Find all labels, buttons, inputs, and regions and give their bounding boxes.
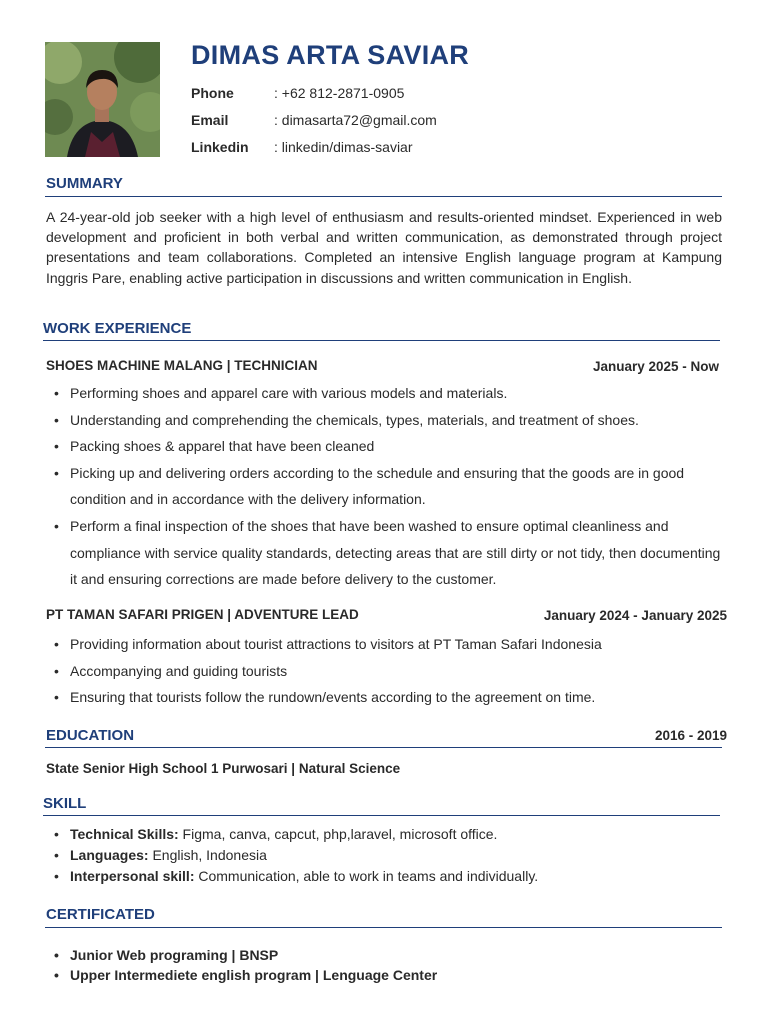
candidate-name: DIMAS ARTA SAVIAR (191, 40, 470, 70)
list-item: • Understanding and comprehending the chemicals, types, materials, and treatment of shoes. (46, 407, 722, 434)
list-item: • Picking up and delivering orders according to the schedule and ensuring that the goods are in good condition and in accordance with the delivery information. (46, 460, 722, 513)
phone-value: : +62 812-2871-0905 (274, 85, 405, 101)
skill-value: English, Indonesia (148, 847, 267, 863)
education-heading: EDUCATION (46, 727, 135, 744)
linkedin-label: Linkedin (191, 139, 249, 155)
skill-value: Communication, able to work in teams and individually. (194, 868, 539, 884)
job-duties-list (46, 380, 722, 593)
list-item: • Accompanying and guiding tourists (46, 658, 722, 685)
skill-value: Figma, canva, capcut, php,laravel, microsoft office. (178, 826, 498, 842)
education-divider (45, 747, 722, 748)
work-experience-heading: WORK EXPERIENCE (43, 320, 192, 337)
email-value: : dimasarta72@gmail.com (274, 112, 437, 128)
list-item: • Packing shoes & apparel that have been cleaned (46, 433, 722, 460)
job-duties-list (46, 631, 722, 711)
certificate-list (46, 945, 722, 985)
list-item: • Perform a final inspection of the shoes that have been washed to ensure optimal cleanliness and compliance with service quality standards, detecting areas that are still dirty or not tidy, then documenting it and ensuring corrections are made before delivery to the customer. (46, 513, 722, 593)
phone-label: Phone (191, 85, 234, 101)
skill-heading: SKILL (43, 795, 87, 812)
summary-heading: SUMMARY (46, 175, 123, 192)
skill-label: Technical Skills: (70, 826, 179, 842)
education-school: State Senior High School 1 Purwosari | Natural Science (46, 761, 401, 776)
list-item: • Performing shoes and apparel care with various models and materials. (46, 380, 722, 407)
linkedin-value: : linkedin/dimas-saviar (274, 139, 413, 155)
skill-label: Interpersonal skill: (70, 868, 195, 884)
job-date: January 2024 - January 2025 (543, 608, 727, 623)
list-item (46, 845, 722, 866)
list-item (46, 824, 722, 845)
list-item: • Junior Web programing | BNSP (46, 945, 722, 965)
job-title: PT TAMAN SAFARI PRIGEN | ADVENTURE LEAD (46, 607, 359, 622)
summary-text: A 24-year-old job seeker with a high level of enthusiasm and results-oriented mindset. Experienced in web development and proficient in both verbal and written communication, as demonstrated through project presentations and team collaborations. Completed an intensive English language program at Kampung Inggris Pare, enabling active participation in discussions and written communication in English. (46, 209, 722, 286)
list-item (46, 866, 722, 887)
certificated-divider (45, 927, 722, 928)
education-date: 2016 - 2019 (654, 728, 727, 743)
job-date: January 2025 - Now (592, 359, 719, 374)
list-item: • Ensuring that tourists follow the rundown/events according to the agreement on time. (46, 684, 722, 711)
work-divider (43, 340, 720, 341)
certificated-heading: CERTIFICATED (46, 906, 155, 923)
list-item: • Providing information about tourist attractions to visitors at PT Taman Safari Indonesia (46, 631, 722, 658)
skill-divider (43, 815, 720, 816)
skill-label: Languages: (70, 847, 149, 863)
list-item: • Upper Intermediete english program | Lenguage Center (46, 965, 722, 985)
skill-list (46, 824, 722, 887)
job-title: SHOES MACHINE MALANG | TECHNICIAN (46, 358, 318, 373)
email-label: Email (191, 112, 229, 128)
summary-divider (45, 196, 722, 197)
profile-photo (45, 42, 160, 157)
